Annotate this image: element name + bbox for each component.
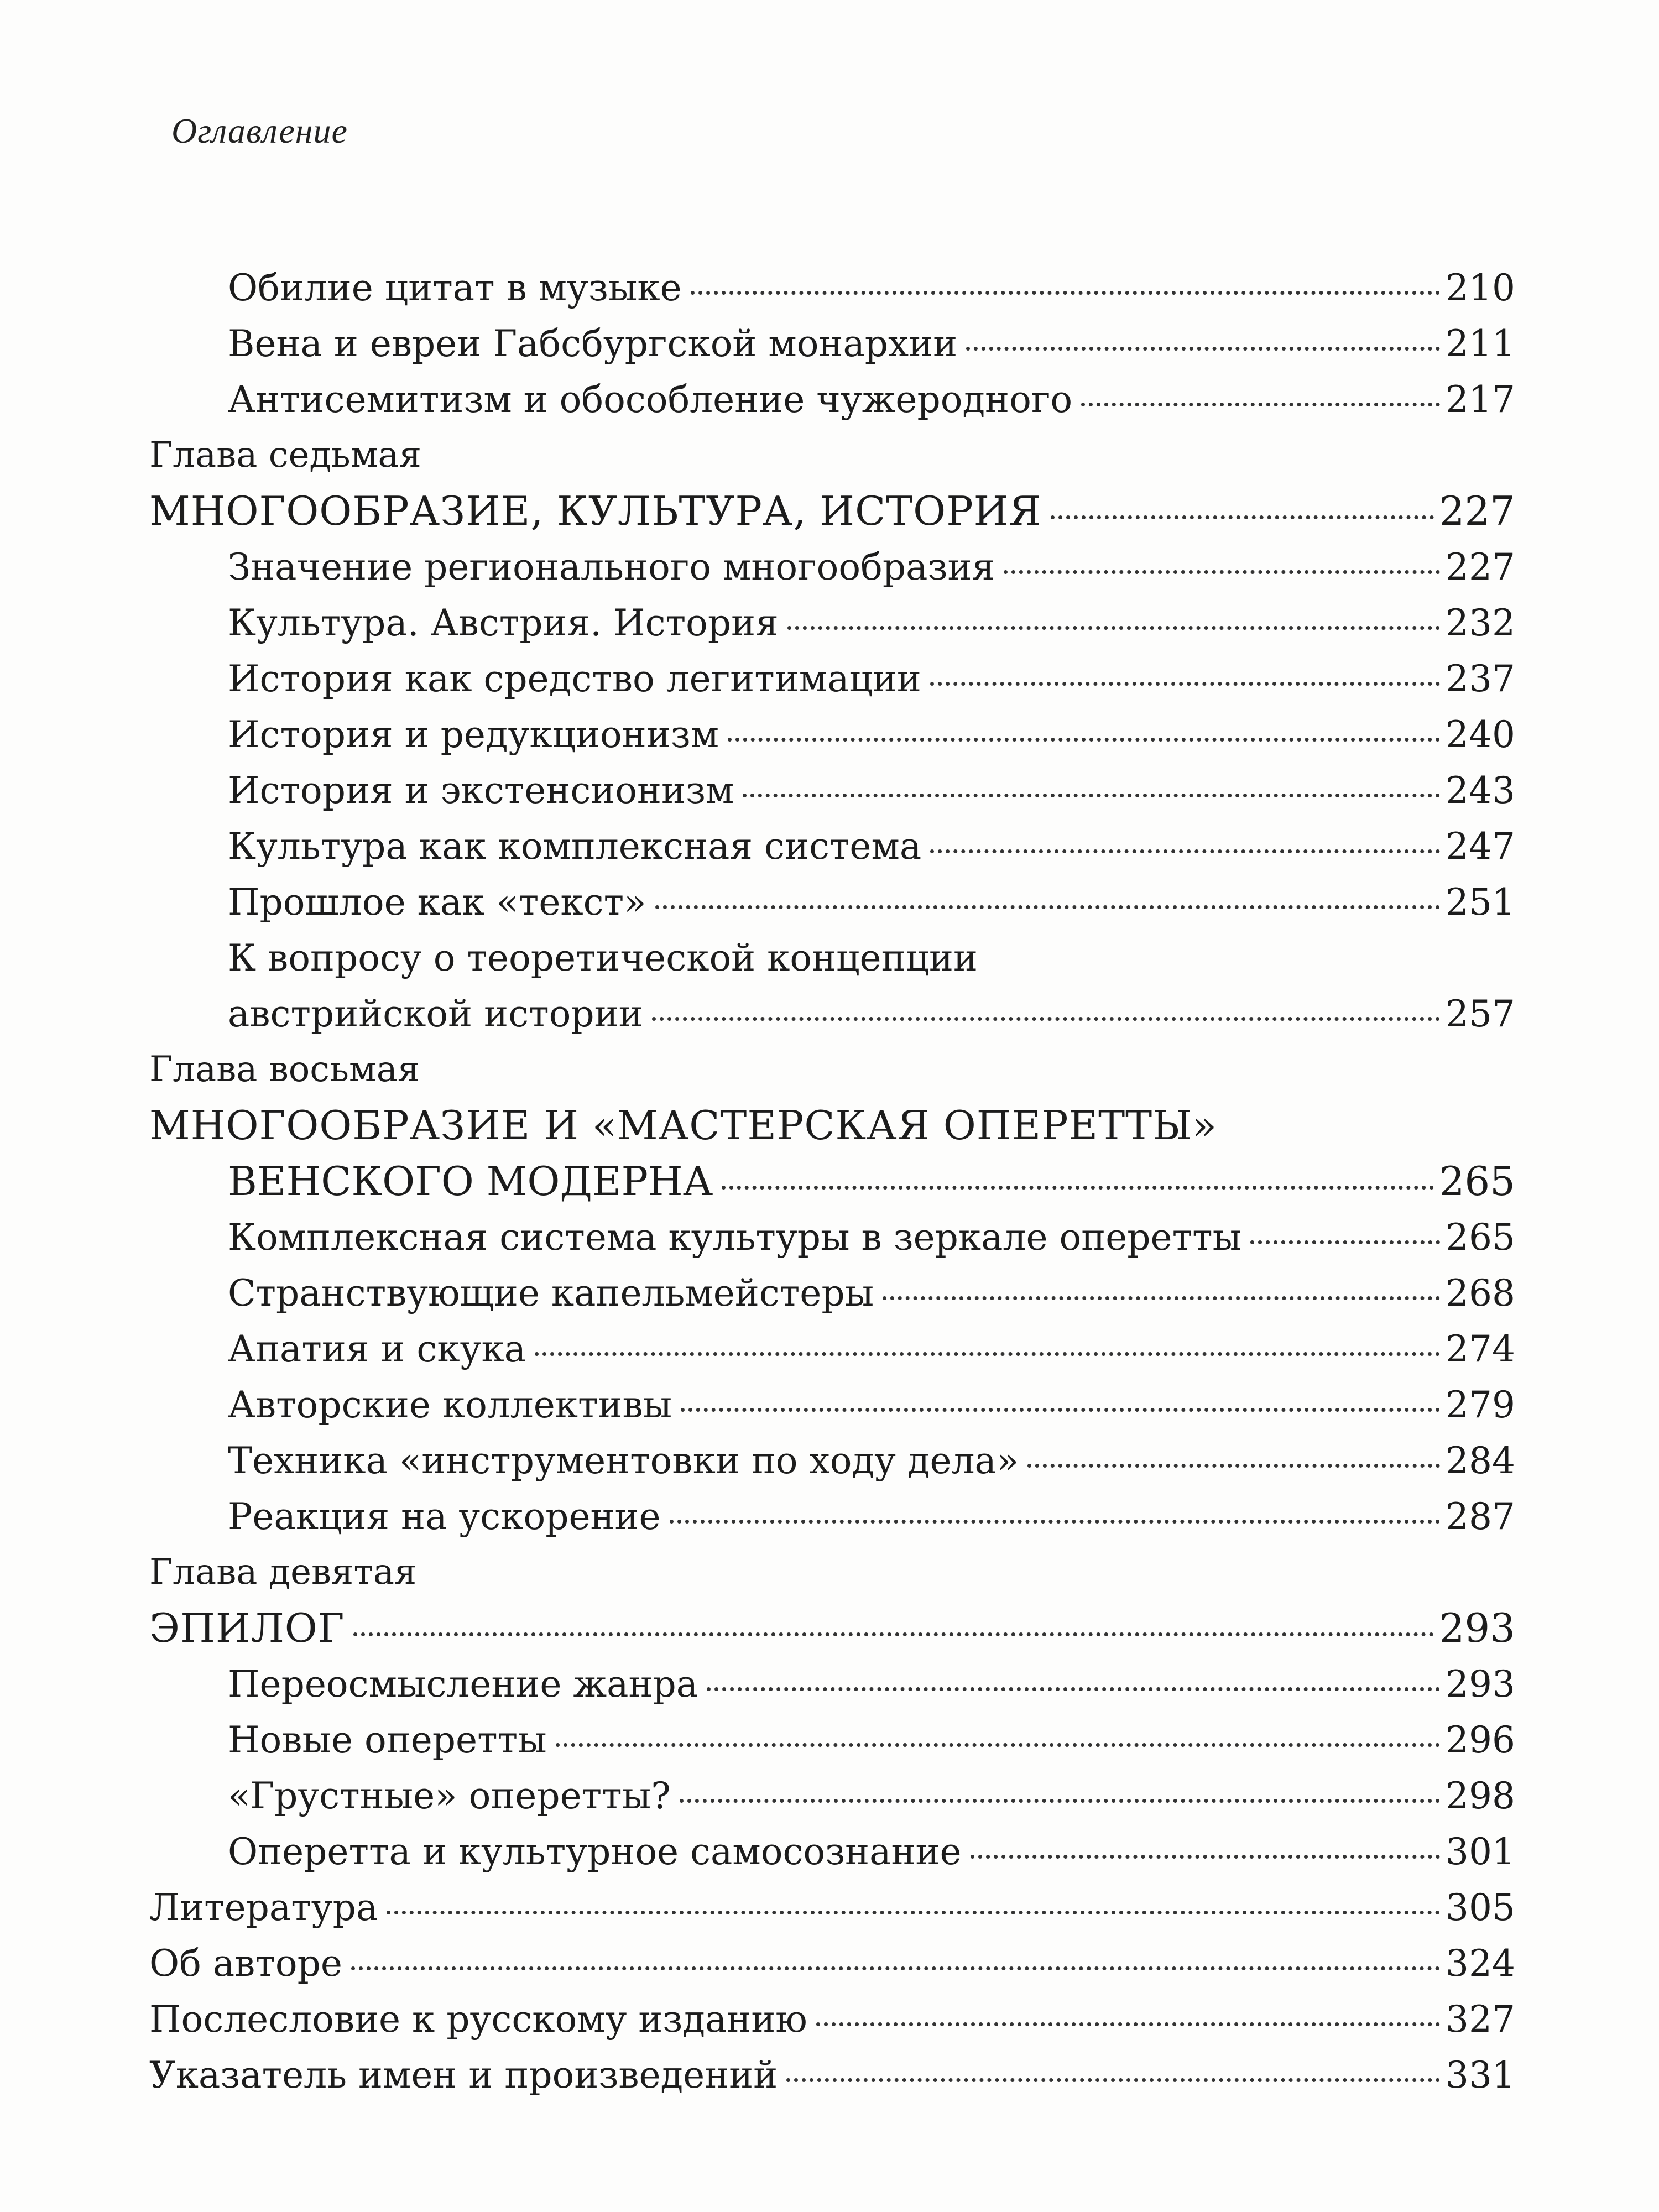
page-number: 227: [1439, 488, 1515, 534]
toc-title: К вопросу о теоретической концепции: [228, 937, 978, 979]
toc-title: ЭПИЛОГ: [149, 1605, 345, 1651]
toc-title: История и экстенсионизм: [228, 769, 734, 812]
toc-title: ВЕНСКОГО МОДЕРНА: [228, 1158, 713, 1204]
dot-leader: [1027, 1464, 1440, 1468]
dot-leader: [787, 626, 1440, 630]
toc-title: австрийской истории: [228, 993, 643, 1035]
toc-title: Вена и евреи Габсбургской монархии: [228, 322, 958, 365]
running-head: Оглавление: [171, 111, 348, 150]
toc-section: [149, 1209, 1515, 1265]
dot-leader: [1250, 1240, 1440, 1244]
toc-title: Литература: [149, 1886, 378, 1929]
page-number: 232: [1446, 602, 1515, 644]
toc-backmatter: [149, 2047, 1515, 2103]
dot-leader: [1051, 515, 1434, 519]
toc-title: Культура. Австрия. История: [228, 602, 779, 644]
page-number: 210: [1446, 267, 1515, 309]
toc-section: [149, 1433, 1515, 1489]
toc-backmatter: [149, 1936, 1515, 1991]
dot-leader: [691, 291, 1440, 295]
toc-title: Реакция на ускорение: [228, 1495, 661, 1538]
toc-title: Послесловие к русскому изданию: [149, 1998, 807, 2041]
toc-title: Апатия и скука: [228, 1328, 526, 1370]
page-number: 331: [1446, 2054, 1515, 2096]
toc-title: Техника «инструментовки по ходу дела»: [228, 1439, 1019, 1482]
toc-section: [149, 818, 1515, 874]
page-number: 284: [1446, 1439, 1515, 1482]
dot-leader: [930, 682, 1440, 686]
dot-leader: [652, 1017, 1440, 1021]
toc-section: [149, 1321, 1515, 1377]
page-number: 211: [1446, 322, 1515, 365]
page-number: 274: [1446, 1328, 1515, 1370]
toc-chapter-title: [149, 483, 1515, 539]
toc-section: [149, 1265, 1515, 1321]
toc-title: Культура как комплексная система: [228, 825, 922, 868]
page-number: 240: [1446, 713, 1515, 756]
page-number: 217: [1446, 378, 1515, 421]
toc-title: Глава седьмая: [149, 435, 421, 476]
dot-leader: [722, 1186, 1433, 1190]
toc-title: История и редукционизм: [228, 713, 719, 756]
dot-leader: [743, 794, 1440, 797]
toc-chapter-title: [149, 1600, 1515, 1656]
toc-title: Глава девятая: [149, 1552, 417, 1593]
page-number: 243: [1446, 769, 1515, 812]
dot-leader: [1004, 570, 1440, 574]
toc-backmatter: [149, 1880, 1515, 1936]
toc-section: [149, 1824, 1515, 1880]
toc-title: МНОГООБРАЗИЕ, КУЛЬТУРА, ИСТОРИЯ: [149, 488, 1042, 534]
toc-section: [149, 1712, 1515, 1768]
table-of-contents: [149, 260, 1515, 2103]
page-number: 293: [1439, 1605, 1515, 1651]
dot-leader: [387, 1911, 1440, 1914]
dot-leader: [535, 1352, 1440, 1356]
toc-title: Указатель имен и произведений: [149, 2054, 778, 2096]
page-number: 287: [1446, 1495, 1515, 1538]
page-number: 251: [1446, 881, 1515, 924]
dot-leader: [655, 905, 1441, 909]
toc-title: Авторские коллективы: [228, 1384, 672, 1426]
toc-title: Об авторе: [149, 1942, 342, 1985]
page-number: 257: [1446, 993, 1515, 1035]
dot-leader: [353, 1632, 1433, 1636]
toc-section: [149, 1768, 1515, 1824]
dot-leader: [351, 1966, 1440, 1970]
toc-section: [149, 986, 1515, 1042]
toc-section: [149, 1377, 1515, 1433]
toc-section: [149, 1656, 1515, 1712]
toc-title: Оперетта и культурное самосознание: [228, 1830, 962, 1873]
page-number: 301: [1446, 1830, 1515, 1873]
toc-title: Комплексная система культуры в зеркале оперетты: [228, 1216, 1242, 1259]
toc-section: [149, 874, 1515, 930]
toc-title: Новые оперетты: [228, 1719, 547, 1761]
toc-section: [149, 707, 1515, 763]
page-number: 293: [1446, 1663, 1515, 1705]
page-number: 305: [1446, 1886, 1515, 1929]
dot-leader: [786, 2078, 1440, 2082]
dot-leader: [1081, 403, 1440, 406]
toc-section: [149, 316, 1515, 372]
toc-title: Обилие цитат в музыке: [228, 267, 682, 309]
dot-leader: [556, 1743, 1440, 1747]
toc-chapter-number: [149, 1042, 1515, 1098]
toc-title: История как средство легитимации: [228, 658, 921, 700]
toc-chapter-number: [149, 1545, 1515, 1600]
page-number: 227: [1446, 546, 1515, 588]
page-number: 265: [1446, 1216, 1515, 1259]
toc-title: Переосмысление жанра: [228, 1663, 698, 1705]
page-number: 324: [1446, 1942, 1515, 1985]
page-number: 298: [1446, 1775, 1515, 1817]
toc-title: «Грустные» оперетты?: [228, 1775, 671, 1817]
dot-leader: [707, 1687, 1440, 1691]
dot-leader: [670, 1520, 1440, 1524]
dot-leader: [966, 347, 1440, 351]
dot-leader: [681, 1408, 1440, 1412]
toc-section: [149, 1489, 1515, 1545]
toc-section: [149, 595, 1515, 651]
dot-leader: [971, 1855, 1440, 1859]
toc-section: [149, 372, 1515, 427]
dot-leader: [883, 1296, 1440, 1300]
toc-section: [149, 651, 1515, 707]
toc-chapter-number: [149, 427, 1515, 483]
page-number: 247: [1446, 825, 1515, 868]
toc-title: Глава восьмая: [149, 1049, 420, 1090]
toc-title: Антисемитизм и обособление чужеродного: [228, 378, 1073, 421]
toc-section: [149, 539, 1515, 595]
page-number: 268: [1446, 1272, 1515, 1314]
page-number: 296: [1446, 1719, 1515, 1761]
page-number: 265: [1439, 1158, 1515, 1204]
toc-title: МНОГООБРАЗИЕ И «МАСТЕРСКАЯ ОПЕРЕТТЫ»: [149, 1102, 1218, 1149]
toc-section-line: [149, 930, 1515, 986]
toc-title: Странствующие капельмейстеры: [228, 1272, 874, 1314]
page-number: 237: [1446, 658, 1515, 700]
toc-section: [149, 763, 1515, 818]
toc-title: Прошлое как «текст»: [228, 881, 646, 924]
toc-backmatter: [149, 1991, 1515, 2047]
dot-leader: [680, 1799, 1440, 1803]
page-number: 279: [1446, 1384, 1515, 1426]
toc-title: Значение регионального многообразия: [228, 546, 995, 588]
dot-leader: [728, 738, 1440, 742]
toc-chapter-title-line: [149, 1098, 1515, 1154]
dot-leader: [930, 849, 1440, 853]
toc-chapter-title-cont: [149, 1154, 1515, 1209]
page-number: 327: [1446, 1998, 1515, 2041]
toc-section: [149, 260, 1515, 316]
dot-leader: [816, 2022, 1440, 2026]
